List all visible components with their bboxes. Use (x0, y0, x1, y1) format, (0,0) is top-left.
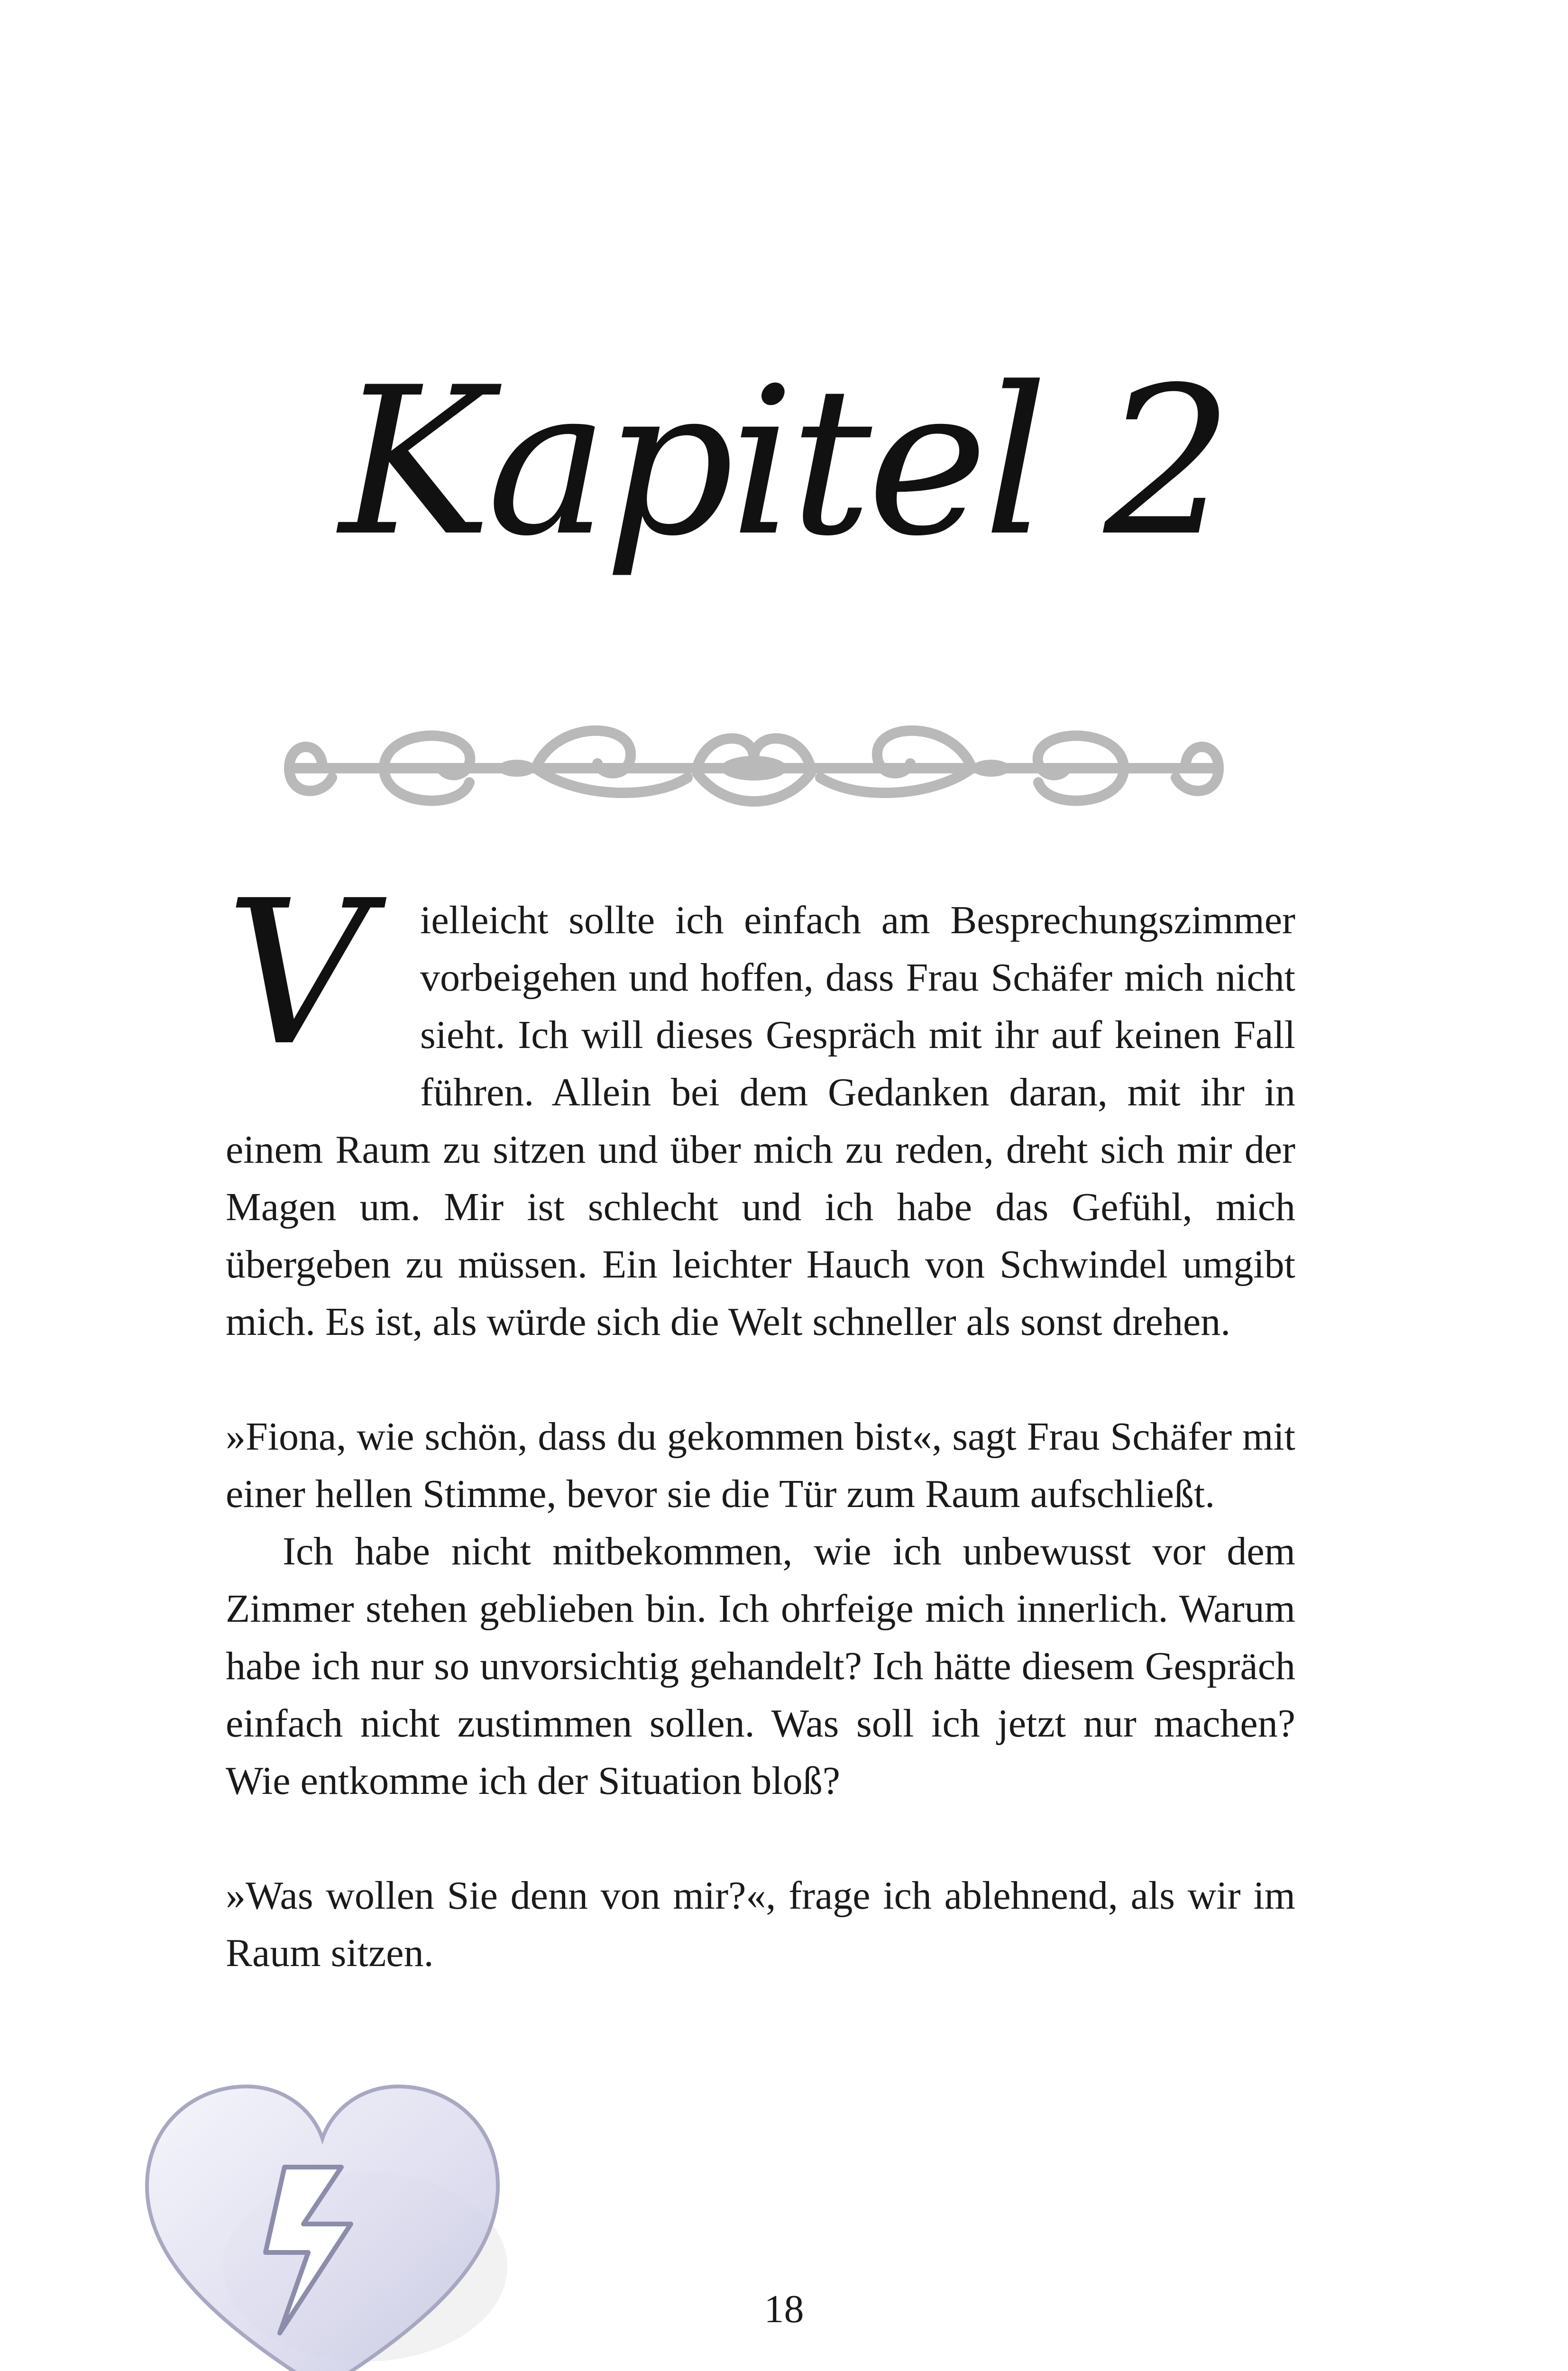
page-number: 18 (764, 2287, 804, 2331)
drop-cap: V (226, 858, 370, 1090)
chapter-body (226, 858, 1295, 1982)
chapter-title: Kapitel 2 (339, 344, 1229, 581)
paragraph-4: »Was wollen Sie denn von mir?«, frage ich ablehnend, als wir im Raum sitzen. (226, 1874, 1295, 1975)
paragraph-2: »Fiona, wie schön, dass du gekommen bist«, sagt Frau Schäfer mit einer hellen Stimme, bevor sie die Tür zum Raum aufschließt. (226, 1415, 1295, 1516)
flourish-divider-icon (270, 702, 1238, 835)
paragraph-1-text: ielleicht sollte ich einfach am Besprechungszimmer vorbeigehen und hoffen, dass Frau Schäfer mich nicht sieht. Ich will dieses Gespräch mit ihr auf keinen Fall führen. Allein bei dem Gedanken daran, mit ihr in einem Raum zu sitzen und über mich zu reden, dreht sich mir der Magen um. Mir ist schlecht und ich habe das Gefühl, mich übergeben zu müssen. Ein leichter Hauch von Schwindel umgibt mich. Es ist, als würde sich die Welt schneller als sonst drehen. (226, 898, 1295, 1344)
paragraph-3: Ich habe nicht mitbekommen, wie ich unbewusst vor dem Zimmer stehen geblieben bin. Ich ohrfeige mich innerlich. Warum habe ich nur so unvorsichtig gehandelt? Ich hätte diesem Gespräch einfach nicht zustimmen sollen. Was soll ich jetzt nur machen? Wie entkomme ich der Situation bloß? (226, 1529, 1295, 1803)
paragraph-1 (226, 858, 1295, 1351)
